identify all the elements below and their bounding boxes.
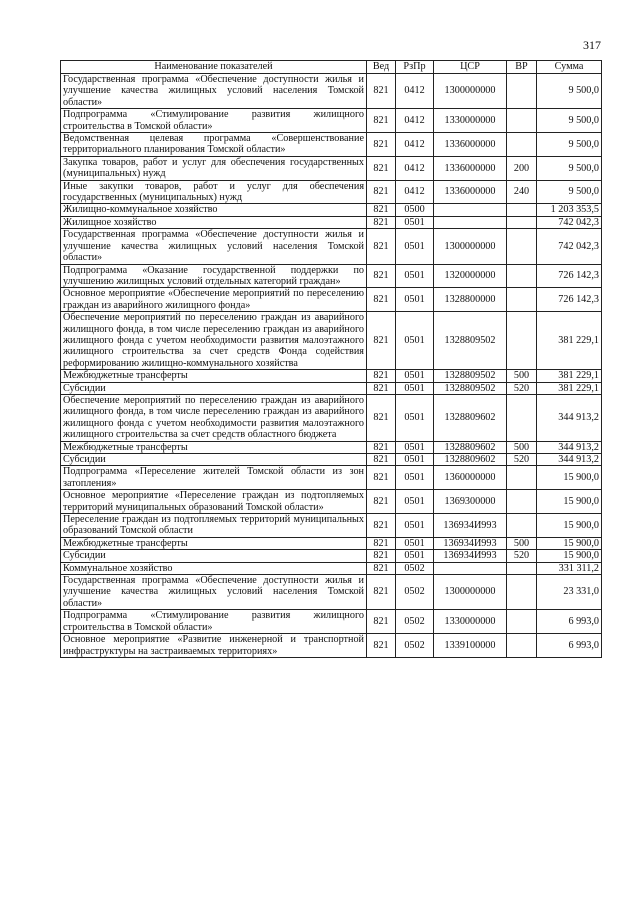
cell-vr [507, 634, 537, 658]
cell-ved: 821 [367, 156, 396, 180]
cell-sum: 331 311,2 [537, 562, 602, 574]
cell-sum: 9 500,0 [537, 74, 602, 109]
cell-rzpr: 0501 [396, 382, 434, 394]
cell-ved: 821 [367, 562, 396, 574]
cell-vr [507, 288, 537, 312]
cell-rzpr: 0501 [396, 514, 434, 538]
cell-vr [507, 575, 537, 610]
cell-rzpr: 0501 [396, 264, 434, 288]
cell-name: Подпрограмма «Оказание государственной поддержки по улучшению жилищных условий отдельных категорий граждан» [61, 264, 367, 288]
table-row [61, 550, 602, 562]
cell-sum: 6 993,0 [537, 634, 602, 658]
cell-name: Основное мероприятие «Обеспечение мероприятий по переселению граждан из аварийного жилищного фонда» [61, 288, 367, 312]
cell-csr: 1328809502 [434, 312, 507, 370]
cell-csr: 1320000000 [434, 264, 507, 288]
cell-sum: 726 142,3 [537, 264, 602, 288]
cell-sum: 742 042,3 [537, 216, 602, 228]
cell-vr [507, 394, 537, 441]
cell-rzpr: 0501 [396, 490, 434, 514]
cell-name: Подпрограмма «Стимулирование развития жилищного строительства в Томской области» [61, 610, 367, 634]
cell-sum: 344 913,2 [537, 441, 602, 453]
cell-csr: 136934И993 [434, 550, 507, 562]
cell-sum: 381 229,1 [537, 370, 602, 382]
cell-csr: 1360000000 [434, 466, 507, 490]
cell-vr [507, 109, 537, 133]
cell-ved: 821 [367, 382, 396, 394]
cell-rzpr: 0501 [396, 229, 434, 264]
cell-sum: 15 900,0 [537, 514, 602, 538]
cell-ved: 821 [367, 394, 396, 441]
table-row [61, 156, 602, 180]
cell-vr [507, 74, 537, 109]
cell-ved: 821 [367, 133, 396, 157]
cell-sum: 9 500,0 [537, 156, 602, 180]
header-name: Наименование показателей [61, 61, 367, 74]
cell-rzpr: 0502 [396, 634, 434, 658]
cell-rzpr: 0412 [396, 133, 434, 157]
cell-vr [507, 610, 537, 634]
cell-sum: 381 229,1 [537, 382, 602, 394]
cell-rzpr: 0501 [396, 550, 434, 562]
cell-ved: 821 [367, 264, 396, 288]
cell-csr: 1330000000 [434, 610, 507, 634]
cell-sum: 344 913,2 [537, 454, 602, 466]
cell-rzpr: 0501 [396, 394, 434, 441]
cell-ved: 821 [367, 74, 396, 109]
cell-name: Субсидии [61, 550, 367, 562]
header-rzpr: РзПр [396, 61, 434, 74]
cell-csr: 1300000000 [434, 229, 507, 264]
cell-vr [507, 204, 537, 216]
cell-rzpr: 0500 [396, 204, 434, 216]
cell-csr: 1328809502 [434, 382, 507, 394]
cell-vr: 520 [507, 550, 537, 562]
table-row [61, 466, 602, 490]
cell-vr [507, 264, 537, 288]
cell-name: Субсидии [61, 382, 367, 394]
cell-vr: 200 [507, 156, 537, 180]
table-row [61, 634, 602, 658]
cell-name: Переселение граждан из подтопляемых территорий муниципальных образований Томской области [61, 514, 367, 538]
table-row [61, 370, 602, 382]
cell-rzpr: 0501 [396, 454, 434, 466]
cell-ved: 821 [367, 610, 396, 634]
cell-vr: 240 [507, 180, 537, 204]
cell-rzpr: 0501 [396, 441, 434, 453]
cell-rzpr: 0501 [396, 312, 434, 370]
cell-ved: 821 [367, 109, 396, 133]
cell-rzpr: 0501 [396, 288, 434, 312]
cell-vr [507, 312, 537, 370]
cell-ved: 821 [367, 514, 396, 538]
cell-csr: 1336000000 [434, 156, 507, 180]
cell-rzpr: 0501 [396, 537, 434, 549]
cell-name: Коммунальное хозяйство [61, 562, 367, 574]
table-row [61, 133, 602, 157]
cell-csr: 1300000000 [434, 575, 507, 610]
cell-vr: 500 [507, 537, 537, 549]
cell-rzpr: 0501 [396, 216, 434, 228]
cell-rzpr: 0502 [396, 562, 434, 574]
cell-ved: 821 [367, 490, 396, 514]
cell-vr [507, 514, 537, 538]
cell-sum: 15 900,0 [537, 466, 602, 490]
cell-sum: 9 500,0 [537, 180, 602, 204]
cell-sum: 381 229,1 [537, 312, 602, 370]
cell-name: Иные закупки товаров, работ и услуг для обеспечения государственных (муниципальных) нужд [61, 180, 367, 204]
cell-csr [434, 562, 507, 574]
cell-name: Обеспечение мероприятий по переселению граждан из аварийного жилищного фонда, в том числе переселению граждан из аварийного жилищного фонда с учетом необходимости развития малоэтажного жилищного строительства за счет средств Фонда содействия реформированию жилищно-коммунального хозяйства [61, 312, 367, 370]
cell-name: Ведомственная целевая программа «Совершенствование территориального планирования Томской области» [61, 133, 367, 157]
cell-sum: 23 331,0 [537, 575, 602, 610]
cell-name: Подпрограмма «Переселение жителей Томской области из зон затопления» [61, 466, 367, 490]
cell-vr: 520 [507, 382, 537, 394]
cell-sum: 6 993,0 [537, 610, 602, 634]
cell-ved: 821 [367, 216, 396, 228]
budget-table [60, 60, 602, 658]
table-row [61, 204, 602, 216]
cell-csr: 1369300000 [434, 490, 507, 514]
table-row [61, 74, 602, 109]
cell-ved: 821 [367, 312, 396, 370]
cell-ved: 821 [367, 229, 396, 264]
table-row [61, 264, 602, 288]
cell-vr [507, 216, 537, 228]
cell-csr: 1336000000 [434, 180, 507, 204]
cell-rzpr: 0501 [396, 370, 434, 382]
cell-csr: 1328809602 [434, 454, 507, 466]
cell-vr: 500 [507, 370, 537, 382]
table-row [61, 394, 602, 441]
header-ved: Вед [367, 61, 396, 74]
cell-sum: 1 203 353,5 [537, 204, 602, 216]
cell-rzpr: 0412 [396, 74, 434, 109]
cell-csr: 136934И993 [434, 537, 507, 549]
cell-name: Обеспечение мероприятий по переселению граждан из аварийного жилищного фонда, в том числе переселению граждан из аварийного жилищного фонда с учетом необходимости развития малоэтажного жилищного строительства за счет средств областного бюджета [61, 394, 367, 441]
cell-vr: 520 [507, 454, 537, 466]
cell-sum: 9 500,0 [537, 133, 602, 157]
table-row [61, 454, 602, 466]
table-row [61, 382, 602, 394]
table-row [61, 610, 602, 634]
cell-ved: 821 [367, 370, 396, 382]
cell-sum: 15 900,0 [537, 537, 602, 549]
table-row [61, 216, 602, 228]
cell-name: Государственная программа «Обеспечение доступности жилья и улучшение качества жилищных условий населения Томской области» [61, 575, 367, 610]
cell-rzpr: 0501 [396, 466, 434, 490]
table-body [61, 74, 602, 658]
cell-name: Межбюджетные трансферты [61, 537, 367, 549]
cell-rzpr: 0412 [396, 180, 434, 204]
cell-name: Государственная программа «Обеспечение доступности жилья и улучшение качества жилищных условий населения Томской области» [61, 229, 367, 264]
cell-ved: 821 [367, 454, 396, 466]
cell-csr: 1339100000 [434, 634, 507, 658]
table-row [61, 180, 602, 204]
cell-csr: 1328809602 [434, 394, 507, 441]
cell-name: Межбюджетные трансферты [61, 370, 367, 382]
cell-sum: 726 142,3 [537, 288, 602, 312]
cell-sum: 742 042,3 [537, 229, 602, 264]
cell-ved: 821 [367, 537, 396, 549]
cell-rzpr: 0412 [396, 156, 434, 180]
cell-name: Межбюджетные трансферты [61, 441, 367, 453]
cell-ved: 821 [367, 634, 396, 658]
cell-name: Жилищное хозяйство [61, 216, 367, 228]
cell-name: Государственная программа «Обеспечение доступности жилья и улучшение качества жилищных условий населения Томской области» [61, 74, 367, 109]
cell-rzpr: 0412 [396, 109, 434, 133]
cell-sum: 15 900,0 [537, 550, 602, 562]
cell-csr [434, 204, 507, 216]
cell-csr: 1300000000 [434, 74, 507, 109]
cell-csr: 1328809602 [434, 441, 507, 453]
header-csr: ЦСР [434, 61, 507, 74]
table-row [61, 288, 602, 312]
cell-vr: 500 [507, 441, 537, 453]
cell-name: Субсидии [61, 454, 367, 466]
table-row [61, 514, 602, 538]
cell-name: Жилищно-коммунальное хозяйство [61, 204, 367, 216]
table-row [61, 490, 602, 514]
cell-ved: 821 [367, 204, 396, 216]
cell-ved: 821 [367, 288, 396, 312]
cell-sum: 9 500,0 [537, 109, 602, 133]
cell-name: Подпрограмма «Стимулирование развития жилищного строительства в Томской области» [61, 109, 367, 133]
cell-ved: 821 [367, 466, 396, 490]
table-row [61, 229, 602, 264]
cell-name: Основное мероприятие «Развитие инженерной и транспортной инфраструктуры на застраиваемых территориях» [61, 634, 367, 658]
page-number: 317 [583, 38, 601, 52]
cell-csr [434, 216, 507, 228]
cell-ved: 821 [367, 550, 396, 562]
header-vr: ВР [507, 61, 537, 74]
table-header-row [61, 61, 602, 74]
cell-name: Основное мероприятие «Переселение граждан из подтопляемых территорий муниципальных образований Томской области» [61, 490, 367, 514]
table-row [61, 575, 602, 610]
cell-csr: 1328800000 [434, 288, 507, 312]
cell-ved: 821 [367, 180, 396, 204]
table-row [61, 562, 602, 574]
cell-vr [507, 562, 537, 574]
table-row [61, 537, 602, 549]
cell-csr: 136934И993 [434, 514, 507, 538]
cell-ved: 821 [367, 575, 396, 610]
table-row [61, 109, 602, 133]
cell-vr [507, 490, 537, 514]
cell-sum: 344 913,2 [537, 394, 602, 441]
header-sum: Сумма [537, 61, 602, 74]
cell-rzpr: 0502 [396, 575, 434, 610]
cell-rzpr: 0502 [396, 610, 434, 634]
table-row [61, 441, 602, 453]
cell-csr: 1328809502 [434, 370, 507, 382]
cell-vr [507, 229, 537, 264]
cell-ved: 821 [367, 441, 396, 453]
cell-vr [507, 466, 537, 490]
table-row [61, 312, 602, 370]
cell-csr: 1330000000 [434, 109, 507, 133]
cell-vr [507, 133, 537, 157]
cell-name: Закупка товаров, работ и услуг для обеспечения государственных (муниципальных) нужд [61, 156, 367, 180]
cell-sum: 15 900,0 [537, 490, 602, 514]
cell-csr: 1336000000 [434, 133, 507, 157]
